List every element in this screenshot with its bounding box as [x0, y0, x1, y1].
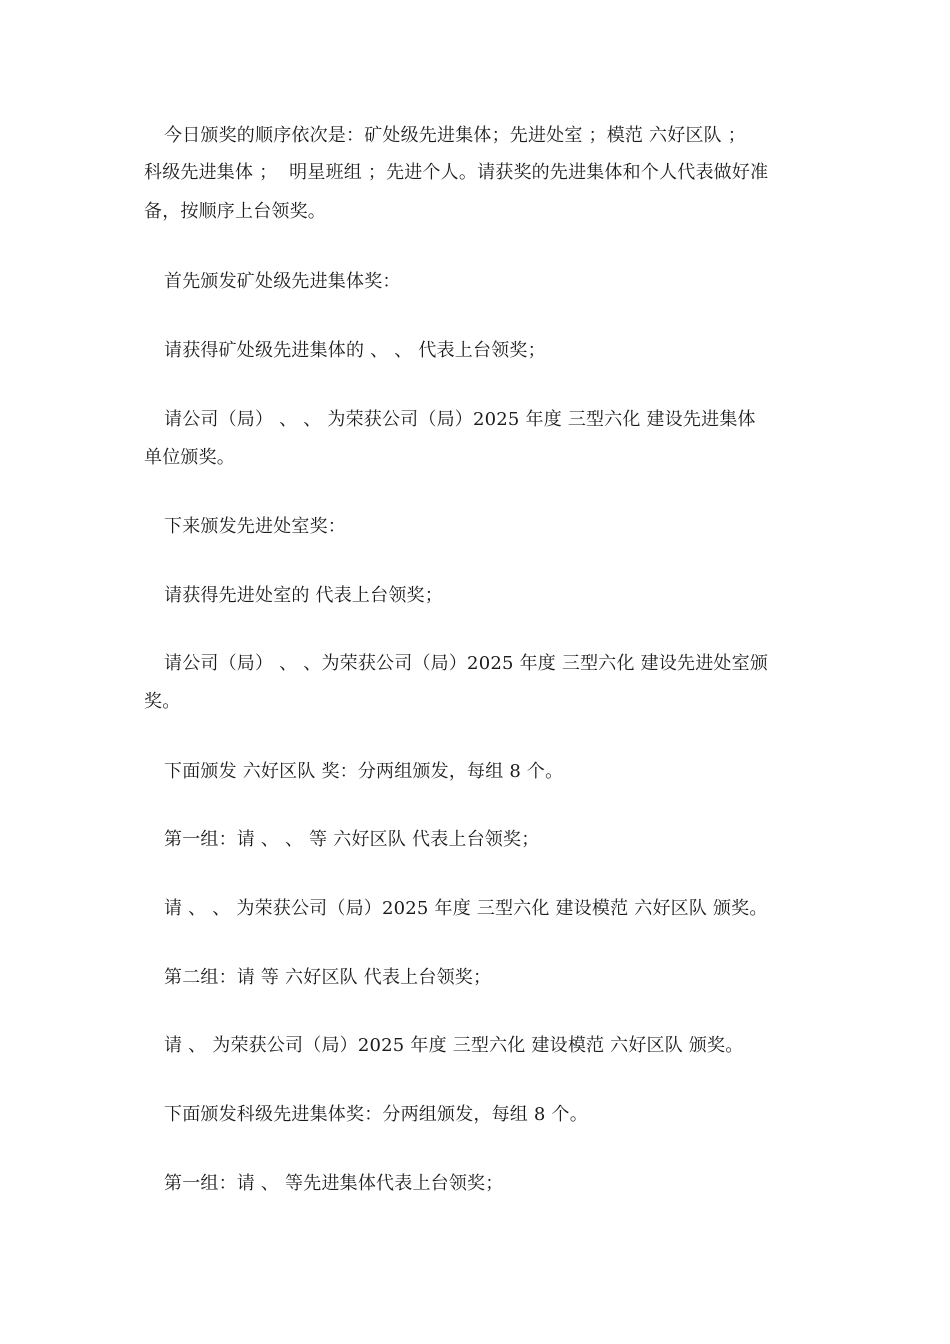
- paragraph-award-order-line-2: 科级先进集体 ； 明星班组 ；先进个人。请获奖的先进集体和个人代表做好准: [144, 162, 769, 183]
- paragraph-present-collective-line-1: 请公司（局） 、 、 为荣获公司（局）2025 年度 三型六化 建设先进集体: [164, 409, 756, 430]
- paragraph-award-order-line-1: 今日颁奖的顺序依次是：矿处级先进集体；先进处室 ；模范 六好区队 ；: [164, 125, 746, 146]
- paragraph-team-group-2-present: 请 、 为荣获公司（局）2025 年度 三型六化 建设模范 六好区队 颁奖。: [164, 1035, 744, 1056]
- paragraph-team-group-2: 第二组：请 等 六好区队 代表上台领奖；: [164, 967, 492, 988]
- paragraph-section-group-1: 第一组：请 、 等先进集体代表上台领奖；: [164, 1173, 504, 1194]
- paragraph-team-group-1-present: 请 、 、 为荣获公司（局）2025 年度 三型六化 建设模范 六好区队 颁奖。: [164, 898, 768, 919]
- paragraph-award-order-line-3: 备，按顺序上台领奖。: [144, 201, 326, 222]
- paragraph-first-award: 首先颁发矿处级先进集体奖：: [164, 271, 401, 292]
- paragraph-present-office-line-1: 请公司（局） 、 、为荣获公司（局）2025 年度 三型六化 建设先进处室颁: [164, 653, 769, 674]
- paragraph-invite-mine-collective: 请获得矿处级先进集体的 、 、 代表上台领奖；: [164, 340, 546, 361]
- paragraph-team-award: 下面颁发 六好区队 奖：分两组颁发，每组 8 个。: [164, 761, 564, 782]
- paragraph-invite-office: 请获得先进处室的 代表上台领奖；: [164, 585, 443, 606]
- paragraph-next-office-award: 下来颁发先进处室奖：: [164, 516, 346, 537]
- paragraph-present-collective-line-2: 单位颁奖。: [144, 447, 235, 468]
- paragraph-present-office-line-2: 奖。: [144, 691, 181, 712]
- paragraph-team-group-1: 第一组：请 、 、 等 六好区队 代表上台领奖；: [164, 829, 540, 850]
- paragraph-section-collective-award: 下面颁发科级先进集体奖：分两组颁发，每组 8 个。: [164, 1104, 588, 1125]
